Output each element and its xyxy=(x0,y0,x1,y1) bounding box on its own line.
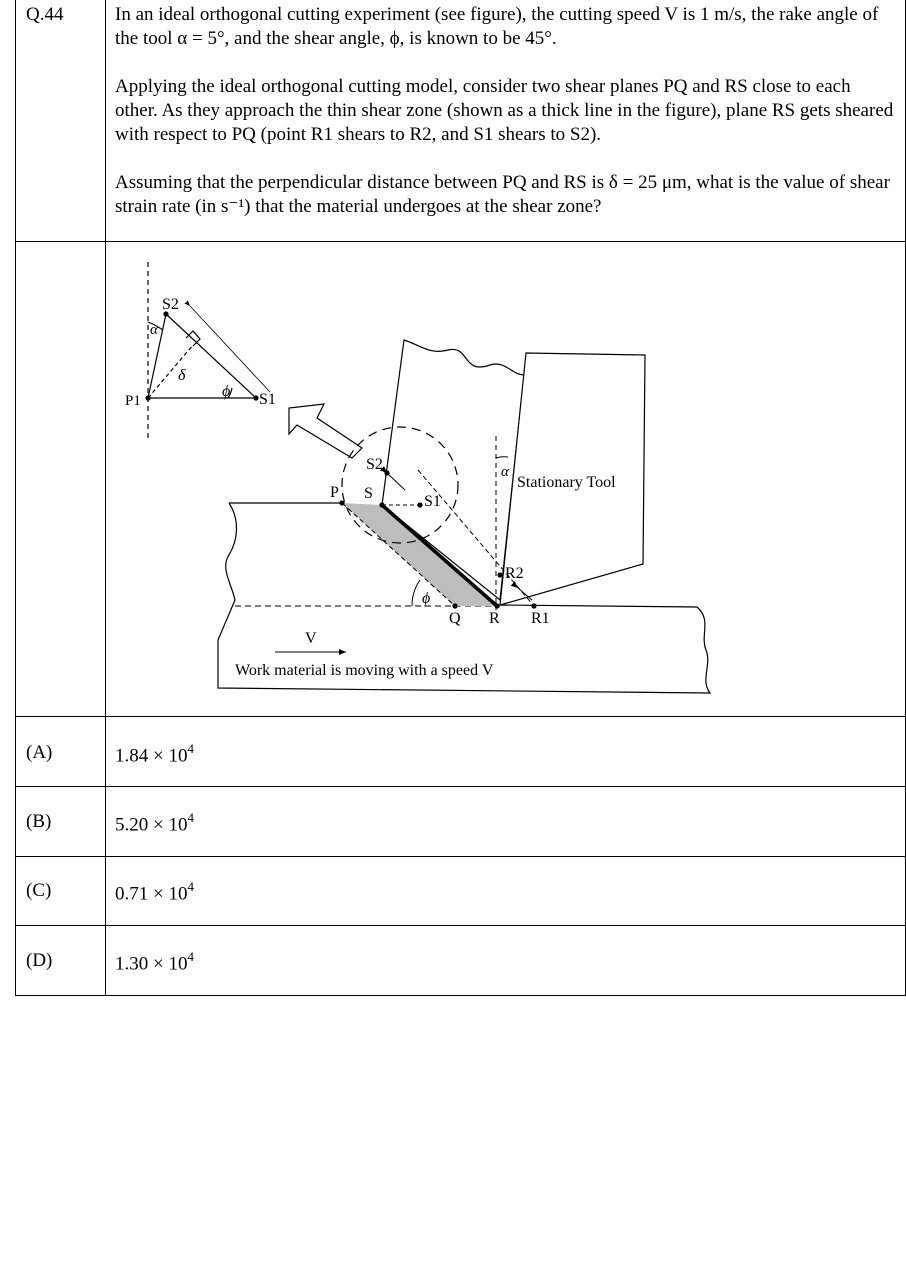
point-q xyxy=(452,603,457,608)
option-a-mantissa: 1.84 × 10 xyxy=(115,745,188,767)
option-b-label: (B) xyxy=(26,811,52,832)
point-r2 xyxy=(497,572,502,577)
option-c-label: (C) xyxy=(26,880,52,901)
point-s xyxy=(379,502,384,507)
question-number: Q.44 xyxy=(26,4,64,25)
option-b-exponent: 4 xyxy=(187,810,194,825)
label-phi-inset: ϕ xyxy=(222,383,231,400)
label-stationary-tool: Stationary Tool xyxy=(517,474,616,491)
option-a-exponent: 4 xyxy=(187,741,194,756)
label-v: V xyxy=(305,630,317,647)
label-alpha-inset: α xyxy=(150,322,158,338)
label-q: Q xyxy=(449,610,461,627)
point-r xyxy=(494,603,499,608)
work-material-caption: Work material is moving with a speed V xyxy=(235,662,494,679)
option-c-value[interactable] xyxy=(115,880,194,905)
option-b-mantissa: 5.20 × 10 xyxy=(115,814,188,836)
label-s1-inset: S1 xyxy=(259,391,276,408)
option-c-exponent: 4 xyxy=(187,879,194,894)
phi-arc xyxy=(412,580,420,606)
label-alpha-tool: α xyxy=(501,464,509,480)
label-s2: S2 xyxy=(366,456,383,473)
label-p1: P1 xyxy=(125,393,141,409)
point-s2 xyxy=(384,470,389,475)
option-a-value[interactable] xyxy=(115,742,194,767)
point-s1 xyxy=(417,502,422,507)
option-d-label: (D) xyxy=(26,950,53,971)
velocity-triangle-inset xyxy=(148,262,270,438)
question-paragraph-3: Assuming that the perpendicular distance between PQ and RS is δ = 25 μm, what is the value of shear strain rate (in s⁻¹) that the material undergoes at the shear zone? xyxy=(115,172,890,217)
label-r2: R2 xyxy=(505,565,524,582)
label-r1: R1 xyxy=(531,610,550,627)
label-p: P xyxy=(330,484,339,501)
option-c-mantissa: 0.71 × 10 xyxy=(115,883,188,905)
question-paragraph-1: In an ideal orthogonal cutting experiment (see figure), the cutting speed V is 1 m/s, the rake angle of the tool α = 5°, and the shear angle, ϕ, is known to be 45°. xyxy=(115,4,879,49)
inset-point-p1 xyxy=(145,395,150,400)
label-s2-inset: S2 xyxy=(162,296,179,313)
option-d-value[interactable] xyxy=(115,950,194,975)
point-p xyxy=(339,500,344,505)
point-r1 xyxy=(531,603,536,608)
label-s1: S1 xyxy=(424,493,441,510)
magnify-pointer-arrow xyxy=(289,404,362,458)
option-d-mantissa: 1.30 × 10 xyxy=(115,953,188,975)
label-delta: δ xyxy=(178,367,186,384)
label-r: R xyxy=(489,610,500,627)
label-phi: ϕ xyxy=(422,590,431,607)
label-s: S xyxy=(364,485,373,502)
option-a-label: (A) xyxy=(26,742,53,763)
inset-point-s1 xyxy=(253,395,258,400)
option-d-exponent: 4 xyxy=(187,949,194,964)
question-paragraph-2: Applying the ideal orthogonal cutting model, consider two shear planes PQ and RS close to each other. As they approach the thin shear zone (shown as a thick line in the figure), plane RS gets sheared with respect to PQ (point R1 shears to R2, and S1 shears to S2). xyxy=(115,76,894,145)
option-b-value[interactable] xyxy=(115,811,194,836)
